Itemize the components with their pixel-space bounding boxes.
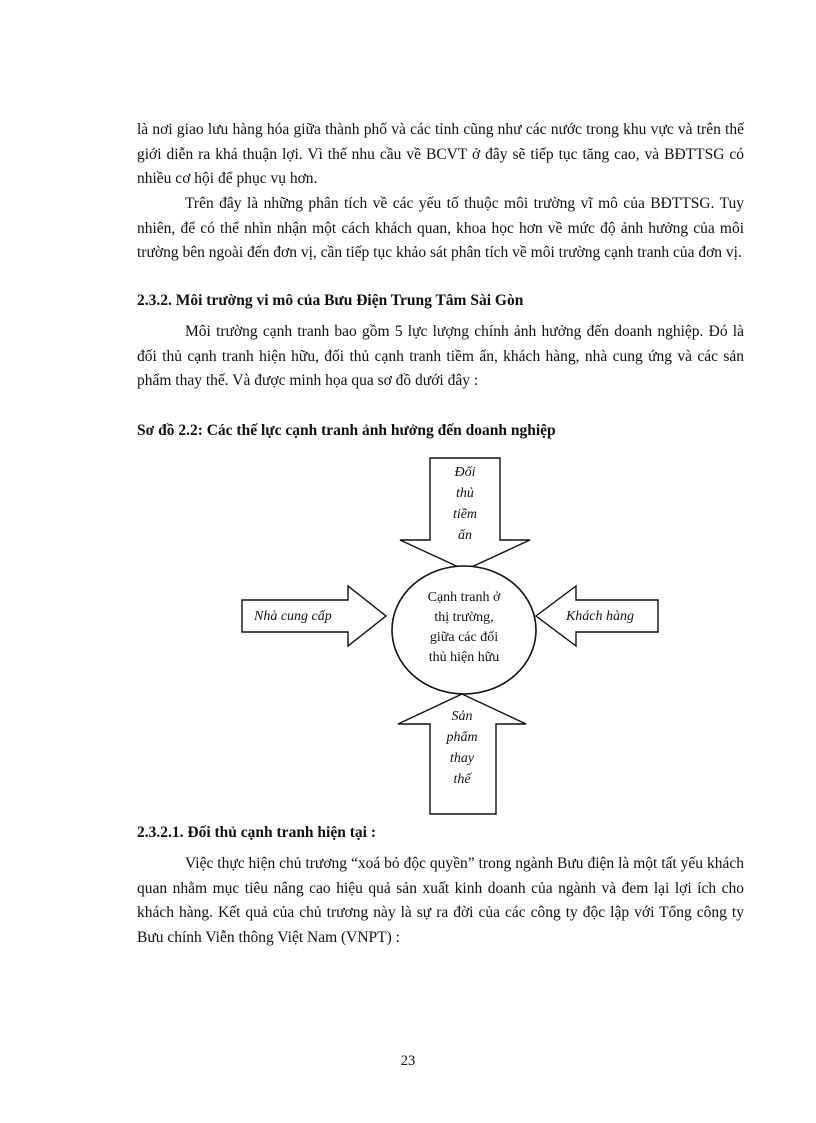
paragraph-current-competitors: Việc thực hiện chủ trương “xoá bỏ độc quyền” trong ngành Bưu điện là một tất yếu khách quan nhằm mục tiêu nâng cao hiệu quả sản xuất kinh doanh của ngành và đem lại lợi ích cho khách hàng. Kết quả của chủ trương này là sự ra đời của các công ty độc lập với Tổng công ty Bưu chính Viễn thông Việt Nam (VNPT) : (137, 855, 744, 946)
label-line: Sản (451, 709, 473, 724)
label-line: thủ (456, 486, 474, 501)
bottom-label-substitutes (430, 706, 494, 790)
five-forces-diagram (240, 452, 660, 822)
section-heading: 2.3.2. Môi trường vi mô của Bưu Điện Trung Tâm Sài Gòn (137, 292, 524, 309)
label-line: thủ hiện hữu (428, 650, 500, 665)
label-line: ẩn (458, 528, 472, 543)
label-line: tiềm (452, 507, 478, 522)
diagram-caption: Sơ đồ 2.2: Các thế lực cạnh tranh ảnh hưởng đến doanh nghiệp (137, 422, 556, 439)
label-line: Cạnh tranh ở (427, 590, 501, 605)
label-line: giữa các đối (429, 630, 499, 645)
top-label-potential-competitors (430, 462, 500, 546)
center-label-existing-competition (398, 588, 530, 668)
page-number: 23 (400, 1053, 416, 1069)
paragraph-five-forces: Môi trường cạnh tranh bao gồm 5 lực lượng chính ảnh hưởng đến doanh nghiệp. Đó là đối thủ cạnh tranh hiện hữu, đối thủ cạnh tranh tiềm ẩn, khách hàng, nhà cung ứng và các sản phẩm thay thế. Và được minh họa qua sơ đồ dưới đây : (137, 323, 744, 389)
paragraph-macro-summary: Trên đây là những phân tích về các yếu tố thuộc môi trường vĩ mô của BĐTTSG. Tuy nhiên, để có thể nhìn nhận một cách khách quan, khoa học hơn về mức độ ảnh hưởng của môi trường bên ngoài đến đơn vị, cần tiếp tục khảo sát phân tích về môi trường cạnh tranh của đơn vị. (137, 195, 744, 261)
subsection-heading: 2.3.2.1. Đối thủ cạnh tranh hiện tại : (137, 824, 376, 841)
label-line: thế (453, 772, 471, 787)
label-line: thị trường, (434, 610, 494, 625)
label-line: Đối (454, 465, 476, 480)
label-line: phẩm (446, 730, 478, 745)
right-label-customers: Khách hàng (565, 609, 635, 624)
label-line: thay (449, 751, 475, 766)
paragraph-intro: là nơi giao lưu hàng hóa giữa thành phố và các tỉnh cũng như các nước trong khu vực và trên thế giới diễn ra khá thuận lợi. Vì thế nhu cầu về BCVT ở đây sẽ tiếp tục tăng cao, và BĐTTSG có nhiều cơ hội để phục vụ hơn. (137, 121, 744, 187)
left-label-suppliers: Nhà cung cấp (254, 609, 332, 624)
